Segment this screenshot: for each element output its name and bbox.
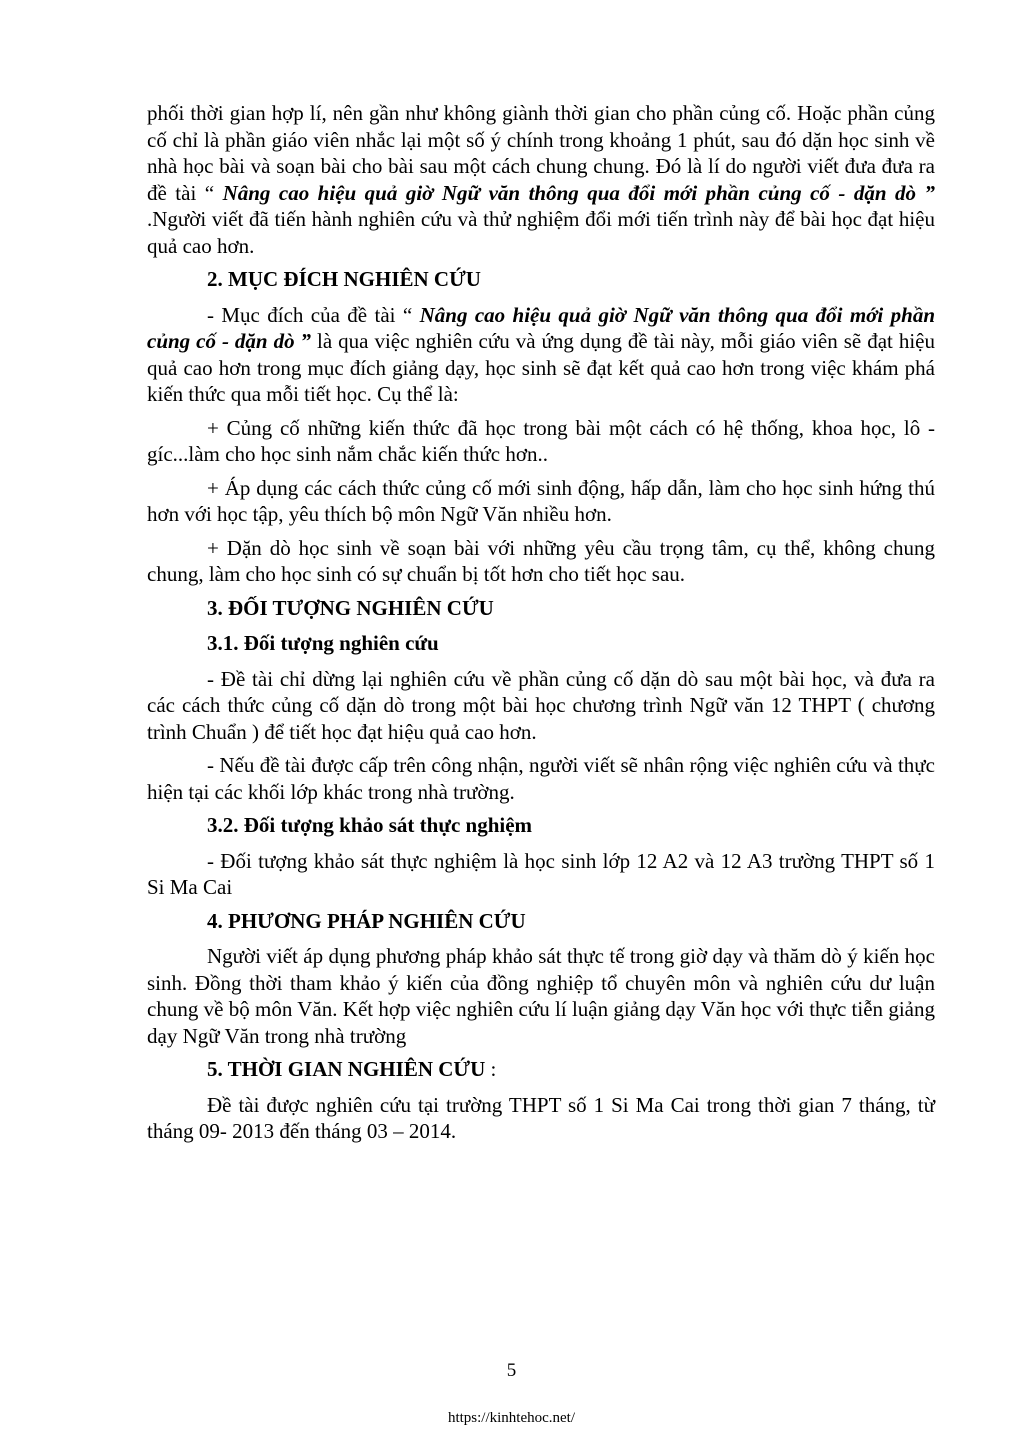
purpose-item-1: + Củng cố những kiến thức đã học trong bài một cách có hệ thống, khoa học, lô - gíc...làm cho học sinh nắm chắc kiến thức hơn.. [147, 415, 935, 466]
heading-time [207, 1056, 935, 1083]
paragraph-subjects-1: - Đề tài chỉ dừng lại nghiên cứu về phần củng cố dặn dò sau một bài học, và đưa ra các cách thức củng cố dặn dò trong một bài học chương trình Ngữ văn 12 THPT ( chương trình Chuẩn ) để tiết học đạt hiệu quả cao hơn. [147, 666, 935, 744]
text: là qua việc nghiên cứu và ứng dụng đề tài này, mỗi giáo viên sẽ đạt hiệu quả cao hơn trong mục đích giảng dạy, học sinh sẽ đạt kết quả cao hơn trong việc khám phá kiến thức qua mỗi tiết học. Cụ thể là: [147, 329, 935, 406]
purpose-item-3: + Dặn dò học sinh về soạn bài với những yêu cầu trọng tâm, cụ thể, không chung chung, làm cho học sinh có sự chuẩn bị tốt hơn cho tiết học sau. [147, 535, 935, 586]
page-number: 5 [506, 1360, 517, 1381]
heading-subjects-3-1: 3.1. Đối tượng nghiên cứu [207, 631, 439, 655]
footer-url[interactable]: https://kinhtehoc.net/ [447, 1410, 576, 1426]
heading-time-text: 5. THỜI GIAN NGHIÊN CỨU [207, 1057, 486, 1081]
text: - Mục đích của đề tài “ [207, 302, 420, 327]
text: .Người viết đã tiến hành nghiên cứu và thử nghiệm đổi mới tiến trình này để bài học đạt hiệu quả cao hơn. [147, 207, 935, 258]
heading-purpose: 2. MỤC ĐÍCH NGHIÊN CỨU [207, 267, 481, 291]
paragraph-methods: Người viết áp dụng phương pháp khảo sát thực tế trong giờ dạy và thăm dò ý kiến học sinh. Đồng thời tham khảo ý kiến của đồng nghiệp tổ chuyên môn và nghiên cứu dư luận chung về bộ môn Văn. Kết hợp việc nghiên cứu lí luận giảng dạy Văn học với thực tiễn giảng dạy Ngữ Văn trong nhà trường [147, 944, 935, 1048]
paragraph-intro [147, 100, 935, 259]
paragraph-time: Đề tài được nghiên cứu tại trường THPT số 1 Si Ma Cai trong thời gian 7 tháng, từ tháng 09- 2013 đến tháng 03 – 2014. [147, 1092, 935, 1143]
paragraph-purpose [147, 302, 935, 408]
paragraph-survey: - Đối tượng khảo sát thực nghiệm là học sinh lớp 12 A2 và 12 A3 trường THPT số 1 Si Ma Cai [147, 848, 935, 899]
heading-methods: 4. PHƯƠNG PHÁP NGHIÊN CỨU [207, 908, 526, 933]
text: phối thời gian hợp lí, nên gần như không giành thời gian cho phần củng cố. Hoặc phần củng cố chỉ là phần giáo viên nhắc lại một số ý chính trong khoảng 1 phút, sau đó dặn học sinh về nhà học bài và soạn bài cho bài sau một cách chung chung. Đó là lí do người viết đưa đưa ra đề tài “ [147, 101, 935, 205]
purpose-item-2: + Áp dụng các cách thức củng cố mới sinh động, hấp dẫn, làm cho học sinh hứng thú hơn với học tập, yêu thích bộ môn Ngữ Văn nhiều hơn. [147, 475, 935, 526]
heading-subjects-3-2: 3.2. Đối tượng khảo sát thực nghiệm [207, 813, 533, 837]
topic-title: Nâng cao hiệu quả giờ Ngữ văn thông qua đổi mới phần củng cố - dặn dò ” [222, 180, 935, 205]
paragraph-subjects-2: - Nếu đề tài được cấp trên công nhận, người viết sẽ nhân rộng việc nghiên cứu và thực hiện tại các khối lớp khác trong nhà trường. [147, 753, 935, 804]
topic-title: Nâng cao hiệu quả giờ Ngữ văn thông qua đổi mới phần củng cố - dặn dò ” [147, 302, 935, 353]
heading-subjects: 3. ĐỐI TƯỢNG NGHIÊN CỨU [207, 595, 494, 620]
heading-time-colon: : [485, 1057, 497, 1081]
document-body [147, 100, 935, 1152]
